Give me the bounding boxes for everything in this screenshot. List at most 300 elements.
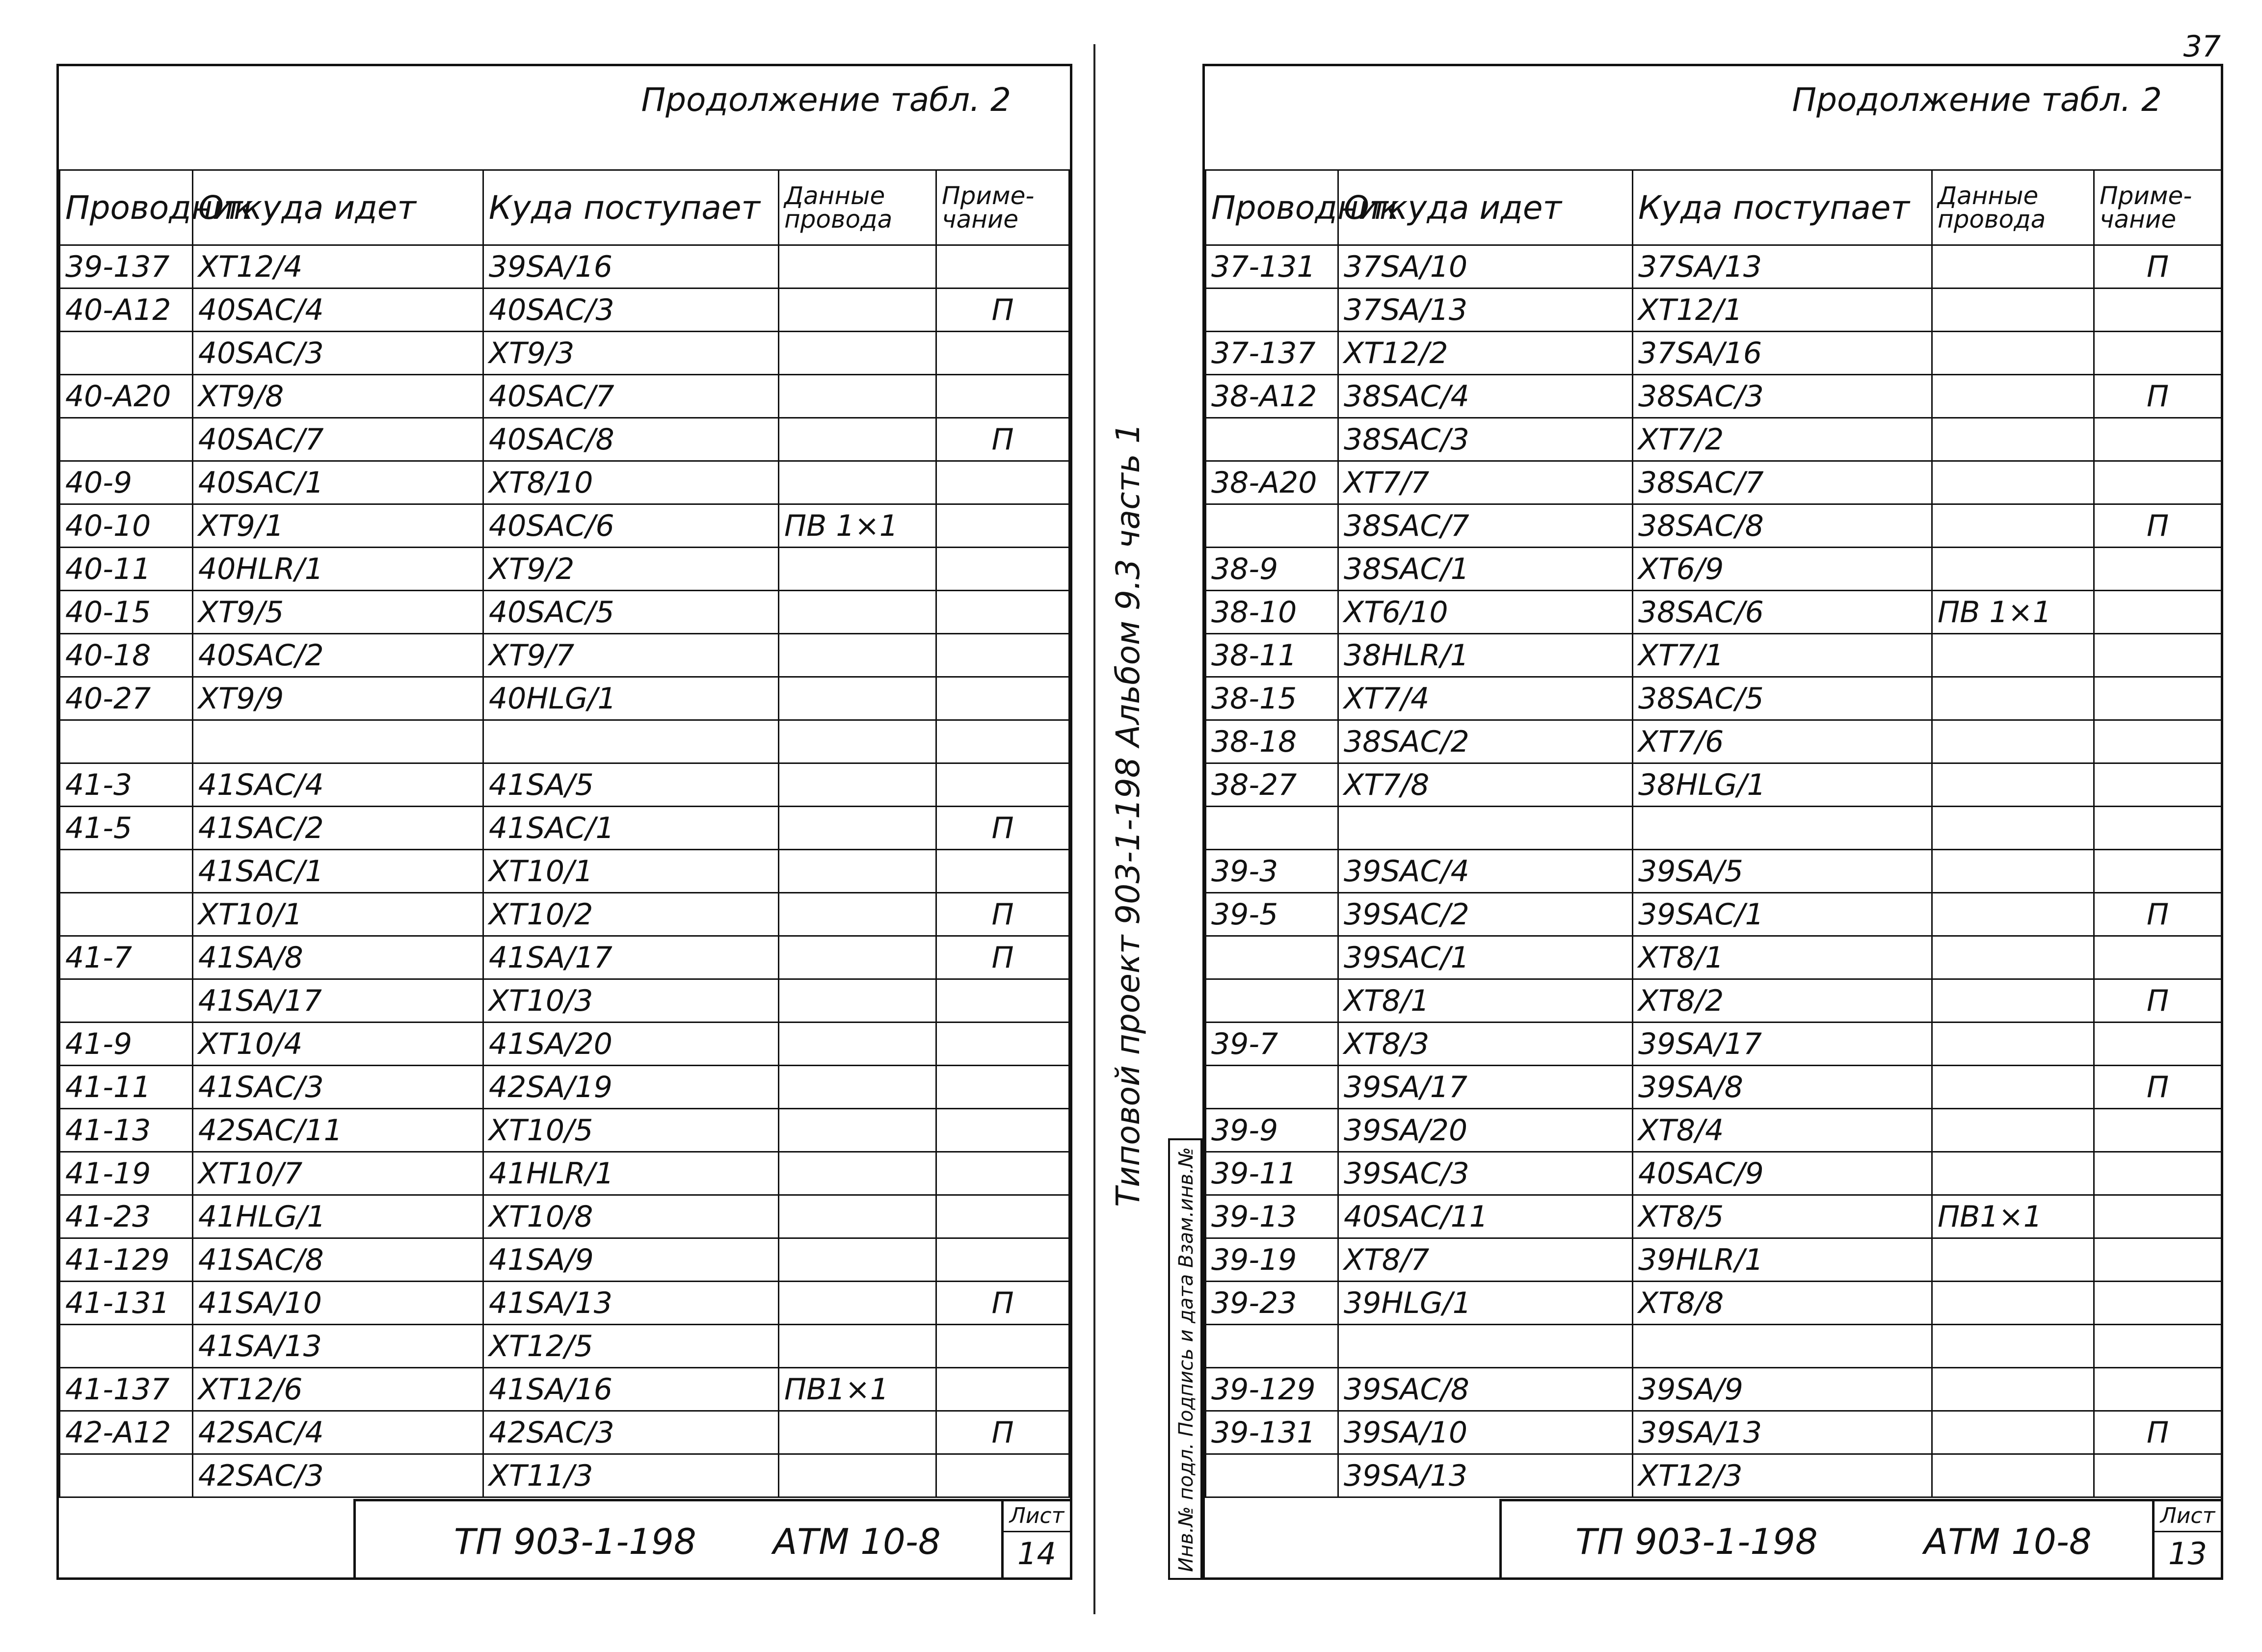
table-row	[1206, 1411, 2222, 1454]
wire-data-cell	[778, 1454, 936, 1497]
to-cell: XT10/5	[483, 1109, 778, 1152]
table-row	[60, 1195, 1069, 1238]
document-code: АТМ 10-8	[1924, 1521, 2092, 1562]
wire-cell	[60, 1325, 193, 1368]
table-body-left	[60, 245, 1069, 1497]
wire-data-cell	[1932, 1411, 2094, 1454]
table-row	[60, 979, 1069, 1023]
note-cell	[2094, 1109, 2222, 1152]
wire-data-cell	[1932, 850, 2094, 893]
note-cell: П	[2094, 893, 2222, 936]
wire-cell	[1206, 418, 1338, 461]
from-cell: 41SAC/8	[192, 1238, 483, 1282]
to-cell: 41SA/16	[483, 1368, 778, 1411]
note-cell: П	[936, 807, 1069, 850]
to-cell: 40SAC/3	[483, 288, 778, 332]
note-cell	[936, 677, 1069, 720]
to-cell	[483, 720, 778, 763]
note-cell	[2094, 1368, 2222, 1411]
from-cell: 39SA/13	[1338, 1454, 1633, 1497]
sheet-label: Лист	[1004, 1501, 1070, 1532]
wire-data-cell	[778, 332, 936, 375]
from-cell: XT8/7	[1338, 1238, 1633, 1282]
wire-cell: 37-131	[1206, 245, 1338, 288]
from-cell: 39SAC/1	[1338, 936, 1633, 979]
table-row	[60, 418, 1069, 461]
wire-data-cell	[1932, 548, 2094, 591]
from-cell: 39SAC/4	[1338, 850, 1633, 893]
note-cell	[936, 979, 1069, 1023]
note-cell	[2094, 1195, 2222, 1238]
table-row	[60, 936, 1069, 979]
wiring-table-right	[1205, 169, 2222, 1498]
to-cell: 41SAC/1	[483, 807, 778, 850]
to-cell: XT11/3	[483, 1454, 778, 1497]
table-row	[1206, 288, 2222, 332]
note-cell: П	[2094, 1411, 2222, 1454]
wire-cell	[1206, 979, 1338, 1023]
from-cell: XT9/9	[192, 677, 483, 720]
to-cell: 39SA/16	[483, 245, 778, 288]
sheet-number-box	[2152, 1501, 2221, 1577]
wire-cell	[1206, 1066, 1338, 1109]
wire-cell: 39-7	[1206, 1023, 1338, 1066]
wire-cell: 39-23	[1206, 1282, 1338, 1325]
wire-cell: 40-A20	[60, 375, 193, 418]
wire-data-cell: ПВ1×1	[778, 1368, 936, 1411]
from-cell: 39SAC/2	[1338, 893, 1633, 936]
table-row	[60, 504, 1069, 548]
to-cell: 41SA/13	[483, 1282, 778, 1325]
wire-cell	[1206, 807, 1338, 850]
wire-cell: 41-137	[60, 1368, 193, 1411]
approval-label: Инв.№ подл. Подпись и дата Взам.инв.№	[1175, 1147, 1198, 1572]
note-cell	[936, 1109, 1069, 1152]
note-cell	[936, 1023, 1069, 1066]
to-cell: 39SAC/1	[1633, 893, 1932, 936]
from-cell: 39SAC/3	[1338, 1152, 1633, 1195]
to-cell: XT12/3	[1633, 1454, 1932, 1497]
to-cell: 38HLG/1	[1633, 763, 1932, 807]
wire-data-cell	[1932, 936, 2094, 979]
wire-cell: 39-19	[1206, 1238, 1338, 1282]
note-cell	[936, 504, 1069, 548]
from-cell: 38HLR/1	[1338, 634, 1633, 677]
table-row	[60, 893, 1069, 936]
wire-data-cell	[778, 763, 936, 807]
table-row	[1206, 1109, 2222, 1152]
wire-cell: 39-13	[1206, 1195, 1338, 1238]
wire-data-cell	[778, 1109, 936, 1152]
wire-data-cell	[778, 979, 936, 1023]
from-cell: XT7/7	[1338, 461, 1633, 504]
wire-data-cell	[778, 461, 936, 504]
table-row	[1206, 1023, 2222, 1066]
note-cell	[2094, 548, 2222, 591]
wire-cell	[1206, 936, 1338, 979]
to-cell: XT8/5	[1633, 1195, 1932, 1238]
to-cell: XT10/1	[483, 850, 778, 893]
to-cell: XT12/5	[483, 1325, 778, 1368]
from-cell	[192, 720, 483, 763]
table-row	[60, 245, 1069, 288]
wire-data-cell	[778, 893, 936, 936]
wire-cell	[60, 418, 193, 461]
table-row	[1206, 1195, 2222, 1238]
wire-cell: 40-11	[60, 548, 193, 591]
wire-data-cell	[1932, 245, 2094, 288]
table-row	[1206, 936, 2222, 979]
from-cell: XT8/3	[1338, 1023, 1633, 1066]
table-row	[60, 807, 1069, 850]
table-row	[1206, 807, 2222, 850]
wire-data-cell	[1932, 893, 2094, 936]
note-cell	[2094, 418, 2222, 461]
note-cell	[2094, 1454, 2222, 1497]
from-cell: 41SA/13	[192, 1325, 483, 1368]
from-cell: 39HLG/1	[1338, 1282, 1633, 1325]
wire-cell: 38-A20	[1206, 461, 1338, 504]
wire-cell: 39-131	[1206, 1411, 1338, 1454]
table-row	[60, 332, 1069, 375]
wire-data-cell	[1932, 677, 2094, 720]
approval-box	[1168, 1138, 1202, 1580]
continuation-title: Продолжение табл. 2	[1792, 81, 2162, 119]
wire-cell: 41-131	[60, 1282, 193, 1325]
note-cell: П	[936, 1282, 1069, 1325]
note-cell	[936, 245, 1069, 288]
from-cell: XT9/8	[192, 375, 483, 418]
table-row	[60, 1454, 1069, 1497]
note-cell	[936, 1325, 1069, 1368]
from-cell: 40SAC/4	[192, 288, 483, 332]
from-cell: XT10/4	[192, 1023, 483, 1066]
table-row	[60, 1368, 1069, 1411]
table-row	[1206, 763, 2222, 807]
wire-data-cell	[1932, 979, 2094, 1023]
corner-page-number: 37	[2183, 29, 2221, 64]
to-cell: 39SA/9	[1633, 1368, 1932, 1411]
table-row	[60, 1023, 1069, 1066]
wire-cell	[60, 850, 193, 893]
wire-data-cell	[1932, 418, 2094, 461]
table-row	[1206, 1152, 2222, 1195]
from-cell: 38SAC/3	[1338, 418, 1633, 461]
wire-data-cell	[1932, 1454, 2094, 1497]
note-cell: П	[2094, 375, 2222, 418]
table-row	[1206, 1325, 2222, 1368]
wire-data-cell	[1932, 461, 2094, 504]
wire-cell: 39-9	[1206, 1109, 1338, 1152]
wire-cell: 39-11	[1206, 1152, 1338, 1195]
to-cell: 40SAC/8	[483, 418, 778, 461]
table-row	[60, 1152, 1069, 1195]
wire-cell: 38-27	[1206, 763, 1338, 807]
note-cell	[2094, 677, 2222, 720]
wire-data-cell	[1932, 1023, 2094, 1066]
wire-data-cell	[1932, 807, 2094, 850]
wire-cell: 41-11	[60, 1066, 193, 1109]
note-cell	[936, 548, 1069, 591]
note-cell: П	[936, 936, 1069, 979]
document-code: АТМ 10-8	[773, 1521, 941, 1562]
to-cell: 39HLR/1	[1633, 1238, 1932, 1282]
header-note: Приме-чание	[2094, 170, 2222, 245]
table-row	[1206, 1238, 2222, 1282]
to-cell: 40SAC/5	[483, 591, 778, 634]
table-row	[60, 375, 1069, 418]
note-cell: П	[936, 288, 1069, 332]
note-cell	[2094, 807, 2222, 850]
note-cell	[936, 332, 1069, 375]
wire-cell: 40-15	[60, 591, 193, 634]
wire-cell: 39-5	[1206, 893, 1338, 936]
from-cell: 41SAC/4	[192, 763, 483, 807]
from-cell: XT9/5	[192, 591, 483, 634]
table-row	[1206, 634, 2222, 677]
wire-cell: 41-13	[60, 1109, 193, 1152]
table-row	[1206, 677, 2222, 720]
from-cell: 37SA/13	[1338, 288, 1633, 332]
wiring-table-left	[59, 169, 1070, 1498]
wire-data-cell	[778, 1066, 936, 1109]
wire-data-cell	[778, 245, 936, 288]
to-cell	[1633, 807, 1932, 850]
wire-data-cell	[778, 936, 936, 979]
table-row	[1206, 332, 2222, 375]
wire-data-cell	[1932, 1109, 2094, 1152]
note-cell: П	[2094, 504, 2222, 548]
header-wire: Проводник	[1206, 170, 1338, 245]
header-data: Данные провода	[778, 170, 936, 245]
wire-cell	[1206, 288, 1338, 332]
note-cell	[936, 850, 1069, 893]
to-cell: XT10/8	[483, 1195, 778, 1238]
table-row	[60, 288, 1069, 332]
wire-data-cell	[778, 1023, 936, 1066]
note-cell: П	[936, 1411, 1069, 1454]
to-cell: 39SA/8	[1633, 1066, 1932, 1109]
from-cell: XT8/1	[1338, 979, 1633, 1023]
table-row	[1206, 548, 2222, 591]
note-cell	[2094, 850, 2222, 893]
wire-data-cell	[778, 1411, 936, 1454]
wire-data-cell	[778, 1152, 936, 1195]
note-cell	[936, 591, 1069, 634]
wire-data-cell	[1932, 1238, 2094, 1282]
from-cell: 41SAC/1	[192, 850, 483, 893]
table-row	[1206, 591, 2222, 634]
note-cell	[936, 763, 1069, 807]
wire-cell: 41-5	[60, 807, 193, 850]
wire-cell: 40-18	[60, 634, 193, 677]
to-cell: 41SA/9	[483, 1238, 778, 1282]
wire-data-cell	[778, 1195, 936, 1238]
wire-data-cell	[778, 548, 936, 591]
wire-data-cell	[778, 677, 936, 720]
note-cell	[936, 1368, 1069, 1411]
table-row	[60, 591, 1069, 634]
from-cell: 38SAC/4	[1338, 375, 1633, 418]
from-cell: 41SAC/2	[192, 807, 483, 850]
table-row	[1206, 504, 2222, 548]
note-cell	[936, 634, 1069, 677]
from-cell: 40SAC/1	[192, 461, 483, 504]
wire-cell	[60, 979, 193, 1023]
wire-data-cell	[1932, 634, 2094, 677]
note-cell: П	[936, 893, 1069, 936]
to-cell: 41SA/5	[483, 763, 778, 807]
from-cell: 39SA/10	[1338, 1411, 1633, 1454]
from-cell: 37SA/10	[1338, 245, 1633, 288]
wire-data-cell	[778, 1325, 936, 1368]
wire-data-cell	[778, 375, 936, 418]
header-wire: Проводник	[60, 170, 193, 245]
to-cell: XT8/10	[483, 461, 778, 504]
table-row	[60, 677, 1069, 720]
note-cell	[2094, 461, 2222, 504]
to-cell: 41SA/20	[483, 1023, 778, 1066]
note-cell	[2094, 1152, 2222, 1195]
sheet-number: 13	[2168, 1536, 2207, 1572]
wire-data-cell	[1932, 1368, 2094, 1411]
from-cell: 39SA/20	[1338, 1109, 1633, 1152]
note-cell	[2094, 1023, 2222, 1066]
project-code: ТП 903-1-198	[1575, 1521, 1818, 1562]
to-cell: XT10/3	[483, 979, 778, 1023]
wire-data-cell: ПВ1×1	[1932, 1195, 2094, 1238]
table-row	[1206, 1282, 2222, 1325]
header-from: Откуда идет	[192, 170, 483, 245]
to-cell: 39SA/17	[1633, 1023, 1932, 1066]
note-cell	[936, 461, 1069, 504]
table-row	[1206, 418, 2222, 461]
wire-cell	[60, 1454, 193, 1497]
wire-cell	[60, 332, 193, 375]
to-cell: 40SAC/6	[483, 504, 778, 548]
header-to: Куда поступает	[483, 170, 778, 245]
table-row	[60, 1238, 1069, 1282]
title-block-right	[1499, 1499, 2221, 1577]
to-cell: XT8/1	[1633, 936, 1932, 979]
note-cell	[2094, 720, 2222, 763]
header-data: Данные провода	[1932, 170, 2094, 245]
from-cell: XT7/8	[1338, 763, 1633, 807]
note-cell	[2094, 763, 2222, 807]
wire-data-cell	[1932, 504, 2094, 548]
wire-data-cell	[1932, 1325, 2094, 1368]
note-cell	[2094, 288, 2222, 332]
from-cell: 40SAC/11	[1338, 1195, 1633, 1238]
to-cell: XT7/1	[1633, 634, 1932, 677]
table-row	[1206, 245, 2222, 288]
from-cell: 41SA/8	[192, 936, 483, 979]
table-row	[1206, 461, 2222, 504]
sheet-number-box	[1001, 1501, 1070, 1577]
from-cell: 41SA/17	[192, 979, 483, 1023]
to-cell: 40SAC/9	[1633, 1152, 1932, 1195]
from-cell: XT6/10	[1338, 591, 1633, 634]
note-cell: П	[936, 418, 1069, 461]
wire-data-cell	[1932, 332, 2094, 375]
to-cell: XT8/4	[1633, 1109, 1932, 1152]
to-cell: 38SAC/8	[1633, 504, 1932, 548]
wire-cell: 40-27	[60, 677, 193, 720]
to-cell: 37SA/16	[1633, 332, 1932, 375]
table-row	[60, 1109, 1069, 1152]
wire-cell: 38-18	[1206, 720, 1338, 763]
wire-data-cell	[778, 591, 936, 634]
note-cell: П	[2094, 979, 2222, 1023]
wire-cell: 41-3	[60, 763, 193, 807]
to-cell: XT8/8	[1633, 1282, 1932, 1325]
table-row	[60, 720, 1069, 763]
to-cell: 39SA/13	[1633, 1411, 1932, 1454]
to-cell: XT9/3	[483, 332, 778, 375]
wire-cell: 38-11	[1206, 634, 1338, 677]
wire-data-cell	[1932, 1282, 2094, 1325]
from-cell: 41SAC/3	[192, 1066, 483, 1109]
to-cell: 40SAC/7	[483, 375, 778, 418]
to-cell: XT6/9	[1633, 548, 1932, 591]
wire-data-cell	[778, 1238, 936, 1282]
note-cell	[2094, 591, 2222, 634]
from-cell: 40SAC/2	[192, 634, 483, 677]
wire-cell: 40-10	[60, 504, 193, 548]
wire-data-cell	[778, 1282, 936, 1325]
from-cell	[1338, 1325, 1633, 1368]
table-row	[60, 461, 1069, 504]
title-block-left	[353, 1499, 1070, 1577]
wire-cell: 41-19	[60, 1152, 193, 1195]
note-cell	[2094, 332, 2222, 375]
wire-cell: 41-23	[60, 1195, 193, 1238]
note-cell	[936, 1066, 1069, 1109]
from-cell: XT10/1	[192, 893, 483, 936]
table-row	[1206, 979, 2222, 1023]
from-cell: 40SAC/3	[192, 332, 483, 375]
note-cell	[936, 1152, 1069, 1195]
to-cell: 41SA/17	[483, 936, 778, 979]
wire-cell: 41-9	[60, 1023, 193, 1066]
wire-cell	[1206, 504, 1338, 548]
note-cell: П	[2094, 245, 2222, 288]
table-row	[1206, 375, 2222, 418]
album-caption: Типовой проект 903-1-198 Альбом 9.3 часть 1	[1109, 423, 1147, 1207]
to-cell: XT7/2	[1633, 418, 1932, 461]
to-cell: XT9/7	[483, 634, 778, 677]
from-cell: 40HLR/1	[192, 548, 483, 591]
to-cell: 38SAC/6	[1633, 591, 1932, 634]
wire-data-cell	[778, 634, 936, 677]
to-cell: 39SA/5	[1633, 850, 1932, 893]
note-cell	[2094, 936, 2222, 979]
wire-data-cell	[1932, 1152, 2094, 1195]
note-cell	[936, 1195, 1069, 1238]
table-row	[1206, 1368, 2222, 1411]
from-cell: 42SAC/11	[192, 1109, 483, 1152]
table-row	[1206, 893, 2222, 936]
wire-data-cell	[778, 850, 936, 893]
note-cell	[936, 1238, 1069, 1282]
to-cell: XT9/2	[483, 548, 778, 591]
table-row	[1206, 720, 2222, 763]
table-row	[60, 1066, 1069, 1109]
from-cell: XT12/4	[192, 245, 483, 288]
table-row	[1206, 850, 2222, 893]
to-cell: 42SAC/3	[483, 1411, 778, 1454]
header-note: Приме-чание	[936, 170, 1069, 245]
